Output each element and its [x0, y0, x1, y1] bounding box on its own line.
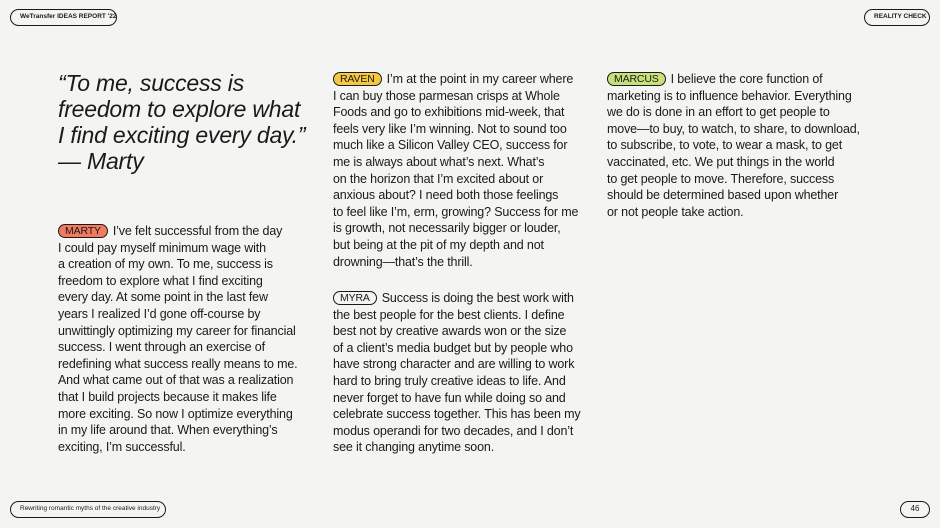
testimonial-line: that I build projects because it makes life	[58, 389, 277, 404]
testimonial-marty	[58, 223, 298, 455]
testimonial-line: the best people for the best clients. I define	[333, 307, 565, 322]
raven-name-tag: RAVEN	[333, 72, 382, 86]
testimonial-line: to get people to move. Therefore, success	[607, 171, 835, 186]
testimonial-line: never forget to have fun while doing so and	[333, 390, 566, 405]
testimonial-line: vaccinated, etc. We put things in the world	[607, 154, 835, 169]
testimonial-raven	[333, 71, 583, 270]
testimonial-line: of a client’s media budget but by people who	[333, 340, 573, 355]
testimonial-line: is growth, not necessarily bigger or louder,	[333, 221, 561, 236]
testimonial-line: drowning—that’s the thrill.	[333, 254, 473, 269]
testimonial-line: freedom to explore what I find exciting	[58, 273, 263, 288]
testimonial-line: years I realized I’d gone off-course by	[58, 306, 261, 321]
testimonial-text: I’m at the point in my career where	[386, 72, 574, 86]
testimonial-line: And what came out of that was a realization	[58, 373, 294, 388]
testimonial-line: see it changing anytime soon.	[333, 440, 495, 455]
report-badge	[10, 9, 117, 26]
marcus-name-tag: MARCUS	[607, 72, 666, 86]
testimonial-line: should be determined based upon whether	[607, 188, 839, 203]
testimonial-line: Foods and go to exhibitions mid-week, that	[333, 105, 565, 120]
testimonial-line: to feel like I’m, erm, growing? Success for me	[333, 204, 579, 219]
testimonial-text: I believe the core function of	[670, 72, 823, 86]
testimonial-line: much like a Silicon Valley CEO, success for	[333, 138, 568, 153]
testimonial-line: on the horizon that I’m excited about or	[333, 171, 544, 186]
testimonial-line: unwittingly optimizing my career for financial	[58, 323, 296, 338]
quote-line: freedom to explore what	[58, 96, 301, 122]
testimonial-line: feels very like I’m winning. Not to sound too	[333, 121, 567, 136]
testimonial-line: anxious about? I need both those feelings	[333, 188, 559, 203]
testimonial-line: we do is done in an effort to get people to	[607, 105, 830, 120]
testimonial-line: marketing is to influence behavior. Everything	[607, 88, 852, 103]
testimonial-first-line	[607, 71, 867, 88]
testimonial-line: but being at the pit of my depth and not	[333, 237, 544, 252]
quote-line: “To me, success is	[58, 70, 244, 96]
testimonial-line: best not by creative awards won or the size	[333, 324, 567, 339]
chapter-badge: Rewriting romantic myths of the creative industry	[10, 501, 166, 518]
testimonial-line: me is always about what’s next. What’s	[333, 154, 545, 169]
testimonial-line: move—to buy, to watch, to share, to download,	[607, 121, 860, 136]
quote-line: I find exciting every day.”	[58, 122, 306, 148]
testimonial-line: celebrate success together. This has been my	[333, 407, 581, 422]
report-title: IDEAS REPORT '22	[57, 13, 117, 20]
testimonial-text: I’ve felt successful from the day	[112, 224, 283, 238]
testimonial-line: success. I went through an exercise of	[58, 340, 265, 355]
brand-logo: WeTransfer	[20, 13, 56, 20]
testimonial-myra	[333, 290, 583, 456]
testimonial-line: I can buy those parmesan crisps at Whole	[333, 88, 560, 103]
testimonial-line: I could pay myself minimum wage with	[58, 240, 266, 255]
pull-quote	[58, 70, 318, 174]
testimonial-line: redefining what success really means to me.	[58, 356, 298, 371]
testimonial-line: every day. At some point in the last few	[58, 290, 268, 305]
myra-name-tag: MYRA	[333, 291, 377, 305]
section-badge: REALITY CHECK	[864, 9, 930, 26]
testimonial-line: hard to bring truly creative ideas to life. And	[333, 373, 566, 388]
testimonial-line: have strong character and are willing to work	[333, 357, 575, 372]
testimonial-first-line	[333, 290, 583, 307]
quote-attribution: — Marty	[58, 148, 144, 174]
testimonial-text: Success is doing the best work with	[381, 291, 574, 305]
testimonial-first-line	[333, 71, 583, 88]
testimonial-line: in my life around that. When everything’s	[58, 423, 278, 438]
testimonial-line: to subscribe, to vote, to wear a mask, to get	[607, 138, 843, 153]
testimonial-line: or not people take action.	[607, 204, 744, 219]
marty-name-tag: MARTY	[58, 224, 108, 238]
testimonial-line: exciting, I’m successful.	[58, 439, 186, 454]
page-number: 46	[900, 501, 930, 518]
testimonial-first-line	[58, 223, 298, 240]
testimonial-line: a creation of my own. To me, success is	[58, 257, 273, 272]
testimonial-line: modus operandi for two decades, and I don’t	[333, 423, 574, 438]
testimonial-line: more exciting. So now I optimize everything	[58, 406, 293, 421]
testimonial-marcus	[607, 71, 867, 220]
